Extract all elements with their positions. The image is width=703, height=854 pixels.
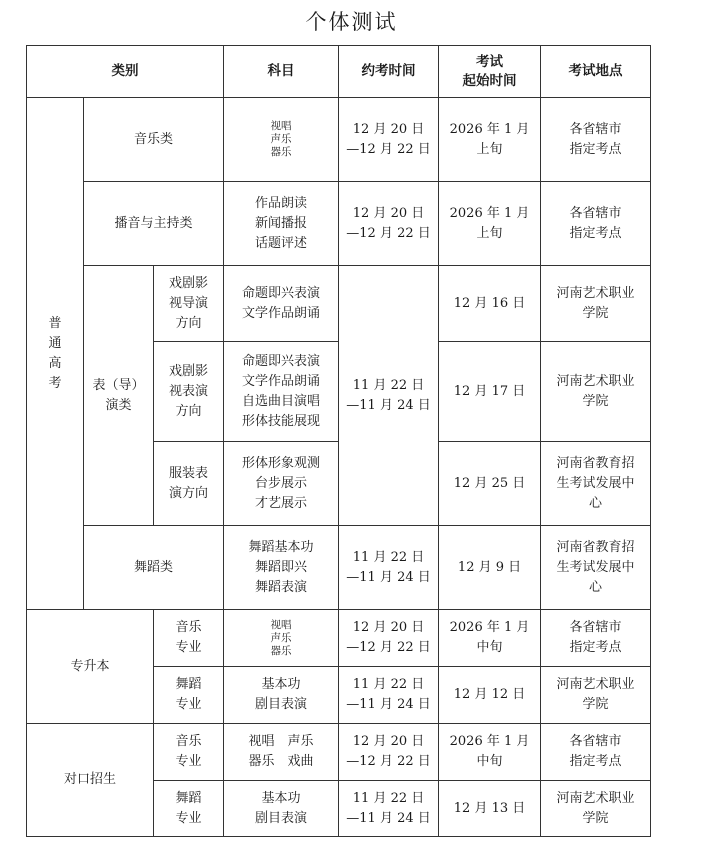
category-cell: 播音与主持类 — [84, 182, 224, 266]
header-appointment-time: 约考时间 — [339, 46, 439, 98]
location-cell: 河南艺术职业 学院 — [541, 266, 651, 342]
location-cell: 河南省教育招 生考试发展中 心 — [541, 442, 651, 526]
start-time-cell: 2026 年 1 月 中旬 — [439, 610, 541, 667]
appointment-cell: 12 月 20 日 —12 月 22 日 — [339, 610, 439, 667]
direction-cell: 服装表 演方向 — [154, 442, 224, 526]
subject-cell: 作品朗读 新闻播报 话题评述 — [224, 182, 339, 266]
subject-cell: 命题即兴表演 文学作品朗诵 自选曲目演唱 形体技能展现 — [224, 342, 339, 442]
major-cell: 音乐 专业 — [154, 610, 224, 667]
subject-cell: 视唱 声乐 器乐 — [224, 98, 339, 182]
major-cell: 音乐 专业 — [154, 724, 224, 781]
table-row — [27, 526, 651, 610]
subject-cell: 舞蹈基本功 舞蹈即兴 舞蹈表演 — [224, 526, 339, 610]
start-time-cell: 12 月 25 日 — [439, 442, 541, 526]
subject-cell: 视唱 声乐 器乐 — [224, 610, 339, 667]
appointment-cell: 12 月 20 日 —12 月 22 日 — [339, 182, 439, 266]
location-cell: 河南艺术职业 学院 — [541, 781, 651, 837]
table-row — [27, 266, 651, 342]
table-row — [27, 610, 651, 667]
subject-cell: 基本功 剧目表演 — [224, 667, 339, 724]
start-time-cell: 2026 年 1 月 上旬 — [439, 182, 541, 266]
direction-cell: 戏剧影 视表演 方向 — [154, 342, 224, 442]
header-row — [27, 46, 651, 98]
start-time-cell: 2026 年 1 月 上旬 — [439, 98, 541, 182]
subject-cell: 基本功 剧目表演 — [224, 781, 339, 837]
subject-cell: 命题即兴表演 文学作品朗诵 — [224, 266, 339, 342]
category-cell: 舞蹈类 — [84, 526, 224, 610]
header-start-time: 考试 起始时间 — [439, 46, 541, 98]
section-general-exam: 普 通 高 考 — [27, 98, 84, 610]
table-row — [27, 182, 651, 266]
subject-cell: 视唱 声乐 器乐 戏曲 — [224, 724, 339, 781]
start-time-cell: 12 月 12 日 — [439, 667, 541, 724]
location-cell: 各省辖市 指定考点 — [541, 610, 651, 667]
appointment-cell: 11 月 22 日 —11 月 24 日 — [339, 667, 439, 724]
location-cell: 河南艺术职业 学院 — [541, 667, 651, 724]
major-cell: 舞蹈 专业 — [154, 667, 224, 724]
appointment-cell: 12 月 20 日 —12 月 22 日 — [339, 98, 439, 182]
start-time-cell: 12 月 16 日 — [439, 266, 541, 342]
location-cell: 河南艺术职业 学院 — [541, 342, 651, 442]
section-zsb: 专升本 — [27, 610, 154, 724]
table-row — [27, 98, 651, 182]
section-dkzs: 对口招生 — [27, 724, 154, 837]
location-cell: 各省辖市 指定考点 — [541, 724, 651, 781]
category-cell: 音乐类 — [84, 98, 224, 182]
location-cell: 河南省教育招 生考试发展中 心 — [541, 526, 651, 610]
category-cell: 表（导） 演类 — [84, 266, 154, 526]
start-time-cell: 2026 年 1 月 中旬 — [439, 724, 541, 781]
header-location: 考试地点 — [541, 46, 651, 98]
start-time-cell: 12 月 17 日 — [439, 342, 541, 442]
header-subject: 科目 — [224, 46, 339, 98]
location-cell: 各省辖市 指定考点 — [541, 182, 651, 266]
start-time-cell: 12 月 13 日 — [439, 781, 541, 837]
table-row — [27, 724, 651, 781]
location-cell: 各省辖市 指定考点 — [541, 98, 651, 182]
appointment-cell: 12 月 20 日 —12 月 22 日 — [339, 724, 439, 781]
appointment-cell: 11 月 22 日 —11 月 24 日 — [339, 526, 439, 610]
direction-cell: 戏剧影 视导演 方向 — [154, 266, 224, 342]
header-category: 类别 — [27, 46, 224, 98]
page-title: 个体测试 — [305, 10, 398, 34]
start-time-cell: 12 月 9 日 — [439, 526, 541, 610]
appointment-cell: 11 月 22 日 —11 月 24 日 — [339, 781, 439, 837]
appointment-cell: 11 月 22 日 —11 月 24 日 — [339, 266, 439, 526]
exam-schedule-table — [26, 45, 651, 837]
subject-cell: 形体形象观测 台步展示 才艺展示 — [224, 442, 339, 526]
major-cell: 舞蹈 专业 — [154, 781, 224, 837]
